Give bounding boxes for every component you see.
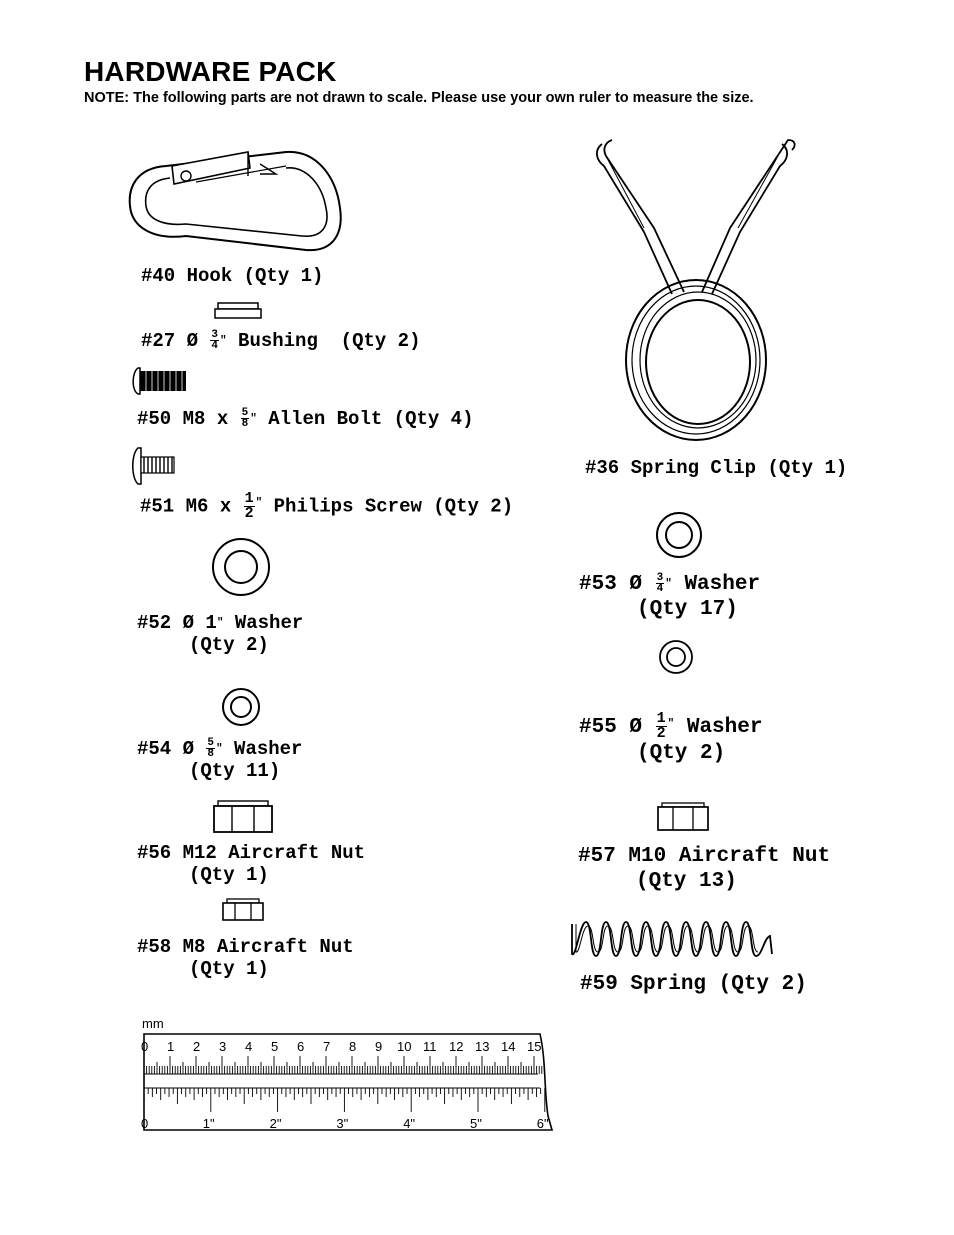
part-label-59: [580, 972, 807, 997]
ruler-cm-label: 1: [167, 1039, 175, 1054]
ruler-cm-label: 9: [375, 1039, 383, 1054]
part-label-58: [137, 936, 354, 980]
ruler-cm-label: 4: [245, 1039, 253, 1054]
ruler-cm-label: 6: [297, 1039, 305, 1054]
fraction-53-num: 3: [656, 571, 664, 584]
page-title: HARDWARE PACK: [84, 56, 337, 87]
part-name-50: #50 M8 x: [137, 408, 240, 430]
m10-nut-drawing: [657, 802, 709, 832]
part-qty-27: (Qty 2): [340, 330, 421, 352]
part-name-52: #52 Ø 1: [137, 612, 217, 634]
part-name-53: #53 Ø: [579, 573, 655, 596]
ruler-cm-label: 2: [193, 1039, 201, 1054]
part-qty-59: (Qty 2): [718, 973, 807, 996]
ruler-cm-label: 14: [501, 1039, 516, 1054]
part-desc-52: Washer: [223, 612, 304, 634]
ruler-inch-label: 0: [141, 1116, 149, 1131]
fraction-54-den: 8: [207, 748, 215, 761]
part-qty-58: (Qty 1): [189, 958, 269, 980]
ruler-inch-label: 4": [403, 1116, 416, 1131]
ruler-cm-label: 7: [323, 1039, 331, 1054]
part-name-57: #57 M10 Aircraft Nut: [578, 845, 831, 868]
ruler-graphic: [140, 1030, 560, 1134]
ruler-inch-label: 1": [202, 1116, 215, 1131]
washer-5-8-drawing: [220, 686, 262, 728]
ruler-cm-label: 3: [219, 1039, 227, 1054]
ruler-inch-label: 3": [336, 1116, 349, 1131]
ruler-inch-label: 2": [269, 1116, 282, 1131]
inch-mark: ": [665, 578, 672, 590]
philips-screw-drawing: [130, 446, 178, 486]
part-qty-51: (Qty 2): [433, 495, 514, 518]
inch-mark: ": [216, 617, 224, 629]
ruler-inch-label: 5": [470, 1116, 482, 1131]
fraction-54: [206, 738, 215, 759]
part-name-40: #40 Hook: [141, 265, 244, 287]
part-qty-40: (Qty 1): [243, 265, 324, 287]
fraction-55-den: 2: [656, 725, 666, 742]
washer-3-4-drawing: [654, 510, 704, 560]
part-label-50: [137, 408, 474, 430]
part-desc-51: Philips Screw: [262, 495, 434, 518]
part-qty-54: (Qty 11): [189, 760, 281, 782]
part-qty-57: (Qty 13): [636, 870, 737, 893]
fraction-51: [244, 492, 255, 521]
part-qty-36: (Qty 1): [767, 457, 848, 479]
part-name-55: #55 Ø: [579, 716, 655, 740]
part-label-40: [141, 265, 323, 287]
fraction-53-den: 4: [656, 582, 664, 595]
part-label-57: [578, 844, 830, 894]
bushing-drawing: [214, 302, 264, 320]
ruler-cm-label: 0: [141, 1039, 149, 1054]
spring-clip-drawing: [592, 136, 812, 446]
part-desc-55: Washer: [674, 716, 763, 740]
part-desc-53: Washer: [671, 573, 761, 596]
part-label-56: [137, 842, 365, 886]
part-label-52: [137, 612, 303, 656]
fraction-55: [656, 712, 667, 741]
inch-mark: ": [220, 335, 227, 347]
fraction-27-den: 4: [211, 340, 219, 353]
ruler-cm-label: 13: [475, 1039, 490, 1054]
fraction-53: [656, 573, 665, 594]
scale-note: NOTE: The following parts are not drawn to scale. Please use your own ruler to measure the size.: [84, 90, 754, 106]
part-qty-55: (Qty 2): [637, 742, 726, 765]
part-name-27: #27 Ø: [141, 330, 210, 352]
part-qty-50: (Qty 4): [393, 408, 474, 430]
part-desc-50: Allen Bolt: [256, 408, 394, 430]
m12-nut-drawing: [212, 800, 274, 834]
fraction-51-num: 1: [244, 490, 254, 507]
washer-1in-drawing: [210, 536, 272, 598]
washer-1-2-drawing: [657, 638, 695, 676]
part-label-27: [141, 330, 421, 352]
fraction-51-den: 2: [244, 505, 254, 522]
fraction-55-num: 1: [656, 710, 666, 727]
fraction-27-num: 3: [211, 329, 219, 342]
inch-mark: ": [250, 413, 257, 425]
ruler-cm-label: 5: [271, 1039, 279, 1054]
part-qty-53: (Qty 17): [637, 598, 738, 621]
part-name-54: #54 Ø: [137, 738, 206, 760]
hook-drawing: [126, 148, 346, 256]
fraction-50-num: 5: [241, 407, 249, 420]
part-qty-56: (Qty 1): [189, 864, 269, 886]
ruler-cm-label: 8: [349, 1039, 357, 1054]
part-label-53: [579, 572, 760, 622]
inch-mark: ": [216, 743, 223, 755]
ruler-cm-label: 15: [527, 1039, 542, 1054]
ruler-inch-label: 6": [536, 1116, 549, 1131]
part-label-51: [140, 492, 513, 521]
part-qty-52: (Qty 2): [189, 634, 269, 656]
allen-bolt-drawing: [130, 366, 188, 396]
inch-mark: ": [667, 718, 675, 730]
ruler-unit-label: mm: [142, 1016, 164, 1031]
inch-mark: ": [255, 497, 263, 509]
part-name-36: #36 Spring Clip: [585, 457, 768, 479]
part-name-58: #58 M8 Aircraft Nut: [137, 936, 354, 958]
part-label-55: [579, 712, 762, 766]
fraction-50-den: 8: [241, 418, 249, 431]
fraction-54-num: 5: [207, 737, 215, 750]
part-desc-27: Bushing: [226, 330, 341, 352]
part-name-56: #56 M12 Aircraft Nut: [137, 842, 366, 864]
part-label-54: [137, 738, 302, 782]
part-label-36: [585, 457, 847, 479]
spring-drawing: [568, 918, 778, 960]
part-desc-54: Washer: [222, 738, 303, 760]
fraction-27: [210, 330, 219, 351]
fraction-50: [241, 408, 250, 429]
ruler-cm-label: 11: [423, 1039, 437, 1054]
ruler-cm-label: 10: [397, 1039, 412, 1054]
ruler-cm-label: 12: [449, 1039, 464, 1054]
part-name-51: #51 M6 x: [140, 495, 243, 518]
m8-nut-drawing: [222, 898, 264, 922]
part-name-59: #59 Spring: [580, 973, 719, 996]
